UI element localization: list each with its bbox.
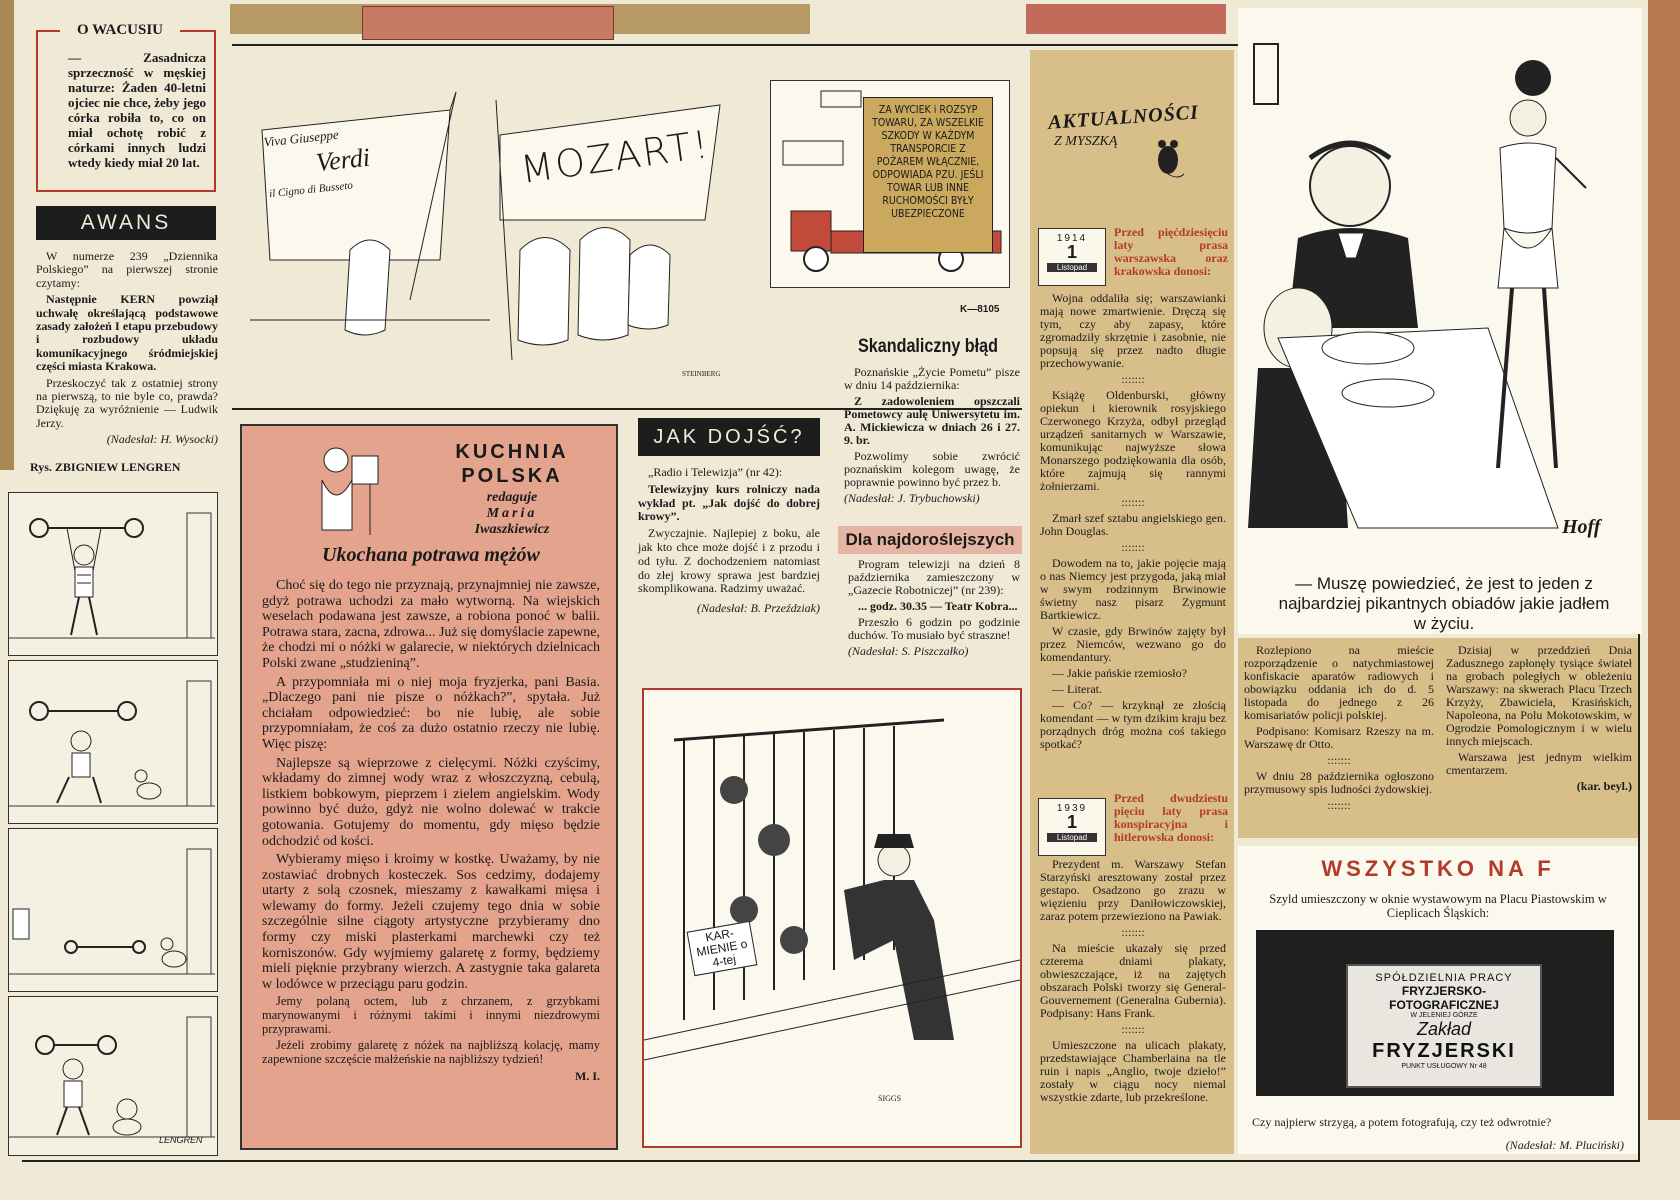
lengren-panel-2 <box>8 660 218 824</box>
date1-year: 1914 <box>1056 233 1088 244</box>
aktualnosci-c1: Rozlepiono na mieście rozporządzenie o natychmiastowej konfiskacie aparatów radiowych i obowiązku oddania ich do d. 5 listopada do jednego z 26 komisariatów policji polskiej. <box>1244 643 1434 722</box>
shop-sign-line5: FRYZJERSKI <box>1372 1040 1516 1062</box>
jak-dojsc-title: JAK DOJŚĆ? <box>638 418 820 456</box>
aktualnosci-b2: Na mieście ukazały się przed czterema dniami plakaty, obwieszczające, iż na zajętych obszarach Polski tworzy się General-Gouvernement (Generalna Gubernia). Podpisany: Hans Frank. <box>1040 941 1226 1020</box>
zoo-sign: KAR-MIENIE o 4-tej <box>687 921 758 976</box>
kuchnia-editor1: redaguje <box>486 490 538 505</box>
najdoroslejszych-p1: Program telewizji na dzień 8 października zamieszczony w „Gazecie Robotniczej” (nr 239): <box>848 557 1020 597</box>
aktualnosci-credit: (kar. beyl.) <box>1576 779 1632 793</box>
jak-dojsc-credit: (Nadesłał: B. Przeździak) <box>697 601 820 616</box>
kuchnia-p6: Jeżeli zrobimy galaretę z nóżek na najbliższą kolację, mamy zapewnione szczęście małżeńskie na najbliższy tydzień! <box>262 1038 600 1066</box>
verdi-line2: Verdi <box>314 142 372 178</box>
aktualnosci-sep1: ::::::: <box>1121 372 1145 386</box>
najdoroslejszych-body <box>848 558 1020 661</box>
wszystko-title: WSZYSTKO NA F <box>1321 856 1555 881</box>
aktualnosci-a5: W czasie, gdy Brwinów zajęty był przez Niemców, wezwano go do komendantury. <box>1040 624 1226 664</box>
dinner-drawing <box>1238 8 1642 548</box>
date1-day: 1 <box>1066 242 1077 262</box>
weightlifter-drawing-3 <box>9 829 215 989</box>
aktualnosci-column <box>1030 50 1234 1154</box>
kuchnia-p2: A przypomniała mi o niej moja fryzjerka, pani Basia. „Dlaczego pani nie pisze o nóżkach?”, spytała. Już chciałam odpowiedzieć: bo nie lubię, ale sobie przypomniałam, że coś za dużo ostatnio rzeczy nie lubię. Więc piszę: <box>262 674 600 752</box>
weightlifter-drawing-1 <box>9 493 215 653</box>
aktualnosci-d2: Warszawa jest jednym wielkim cmentarzem. <box>1446 750 1632 777</box>
top-red-strip <box>1026 4 1226 34</box>
lengren-panel-3 <box>8 828 218 992</box>
wszystko-comment: Czy najpierw strzygą, a potem fotografują, czy też odwrotnie? <box>1252 1115 1552 1129</box>
aktualnosci-d1: Dzisiaj w przeddzień Dnia Zadusznego zapłonęły tysiące świateł na grobach poległych w obleżeniu Warszawy: na skwerach Placu Trzech Krzyży, Zbawiciela, Krasińskich, Napoleona, na Polu Mokotowskim, w Ogrodzie Pomologicznym i w wielu innych miejscach. <box>1446 643 1632 748</box>
aktualnosci-b1: Prezydent m. Warszawy Stefan Starzyński aresztowany został przez gestapo. Osadzono go zrazu w więzieniu przy Daniłowiczowskiej, zaraz potem przewieziono na Pawiak. <box>1040 857 1226 923</box>
lengren-signature: LENGREN <box>159 1135 203 1145</box>
aktualnosci-sep5: ::::::: <box>1121 1022 1145 1036</box>
aktualnosci-title1: AKTUALNOŚCI <box>1047 101 1200 134</box>
aktualnosci-title2: Z MYSZKĄ <box>1054 134 1118 149</box>
kuchnia-p5: Jemy polaną octem, lub z chrzanem, z grzybkami marynowanymi i różnymi takimi i innymi niezdrowymi przyprawami. <box>262 994 600 1036</box>
aktualnosci-a3: Zmarł szef sztabu angielskiego gen. John Douglas. <box>1040 511 1226 538</box>
najdoroslejszych-p2: ... godz. 30.35 — Teatr Kobra... <box>858 599 1018 613</box>
jak-dojsc-p3: Zwyczajnie. Najlepiej z boku, ale jak kto chce może dojść i z przodu i od tyłu. Z dochodzeniem natomiast do złej krowy sprawa jest bardziej skomplikowana. Radzimy uważać. <box>638 526 820 596</box>
aktualnosci-a4: Dowodem na to, jakie pojęcie mają o nas Niemcy jest przygoda, jaką miał w swym rodzinnym Brwinowie świetny nasz pisarz Zygmunt Bartkiewicz. <box>1040 556 1226 622</box>
kuchnia-box <box>240 424 618 1150</box>
jak-dojsc-body <box>638 466 820 619</box>
zoo-cage-drawing <box>644 690 1020 1146</box>
skandaliczny-credit: (Nadesłał: J. Trybuchowski) <box>844 491 980 505</box>
aktualnosci-c3: W dniu 28 października ogłoszono przymusowy spis ludności żydowskiej. <box>1244 769 1434 796</box>
skandaliczny-title: Skandaliczny błąd <box>857 336 999 357</box>
shop-sign-line2: FRYZJERSKO-FOTOGRAFICZNEJ <box>1389 984 1499 1012</box>
wacusiu-box <box>36 30 216 192</box>
awans-title: AWANS <box>36 206 216 240</box>
kuchnia-title2: POLSKA <box>461 465 563 487</box>
kuchnia-editor3: Iwaszkiewicz <box>474 522 550 537</box>
jak-dojsc-p1: „Radio i Telewizja” (nr 42): <box>648 465 783 479</box>
shop-sign-line3: W JELENIEJ GÓRZE <box>1410 1012 1478 1019</box>
awans-p2: Następnie KERN powziął uchwałę określającą podstawowe zasady założeń I etapu przebudowy i rozbudowy układu komunikacyjnego śródmiejskiej części miasta Krakowa. <box>36 292 218 374</box>
najdoroslejszych-p3: Przeszło 6 godzin po godzinie duchów. To musiało być straszne! <box>848 615 1020 642</box>
steinberg-signature: STEINBERG <box>682 370 721 378</box>
weightlifter-drawing-2 <box>9 661 215 821</box>
date2-year: 1939 <box>1056 803 1088 814</box>
wszystko-intro: Szyld umieszczony w oknie wystawowym na Placu Piastowskim w Cieplicach Śląskich: <box>1269 892 1607 920</box>
pzu-cartoon <box>770 80 1010 288</box>
kuchnia-editor2: Maria <box>486 506 538 521</box>
pzu-code: K—8105 <box>960 304 1000 315</box>
cooks-illustration <box>312 440 392 540</box>
aktualnosci-sep3: ::::::: <box>1121 540 1145 554</box>
najdoroslejszych-credit: (Nadesłał: S. Piszczałko) <box>848 644 969 658</box>
aktualnosci-a6: — Jakie pańskie rzemiosło? <box>1052 666 1187 680</box>
wacusiu-title: O WACUSIU <box>60 22 180 39</box>
kuchnia-editor <box>422 490 602 538</box>
awans-p3: Przeskoczyć tak z ostatniej strony na pierwszą, to nie byle co, prawda? Dziękuję za wyróżnienie — Ludwik Jerzy. <box>36 375 218 430</box>
date1-month: Listopad <box>1047 263 1097 272</box>
aktualnosci-a7: — Literat. <box>1052 682 1102 696</box>
shop-sign-line4: Zakład <box>1416 1019 1472 1039</box>
aktualnosci-continuation <box>1238 638 1638 838</box>
awans-p1: W numerze 239 „Dziennika Polskiego” na pierwszej stronie czytamy: <box>36 249 218 290</box>
aktualnosci-d-col <box>1446 644 1632 796</box>
kuchnia-p3: Najlepsze są wieprzowe z cielęcymi. Nóżki czyścimy, wkładamy do zimnej wody wraz z włoszczyzną, cebulą, listkiem bobkowym, pieprzem i zielem angielskim. Wody powinno być dużo, gdyż nie wolno dolewać w trakcie gotowania. Gotujemy do momentu, gdy mięso będzie odchodzić od kości. <box>262 755 600 849</box>
wszystko-credit: (Nadesłał: M. Pluciński) <box>1505 1138 1624 1152</box>
aktualnosci-a1: Wojna oddaliła się; warszawianki mają nowe zmartwienie. Dręczą się tym, czy aby zapasy, które zgromadziły skrzętnie i zasobnie, nie popsują się przez nadto długie przechowywanie. <box>1040 291 1226 370</box>
weightlifter-drawing-4 <box>9 997 215 1153</box>
skandaliczny-p3: Pozwolimy sobie zwrócić poznańskim kolegom uwagę, że poprawnie powinno być przez b. <box>844 449 1020 489</box>
lengren-panel-4 <box>8 996 218 1156</box>
lengren-credit: Rys. ZBIGNIEW LENGREN <box>30 460 181 474</box>
zoo-cartoon <box>642 688 1022 1148</box>
aktualnosci-c2: Podpisano: Komisarz Rzeszy na m. Warszawę dr Otto. <box>1244 724 1434 751</box>
wszystko-box <box>1238 846 1638 1154</box>
awans-credit: (Nadesłał: H. Wysocki) <box>106 432 218 447</box>
aktualnosci-c-col <box>1244 644 1434 815</box>
mouse-icon <box>1148 134 1188 182</box>
aktualnosci-sep4: ::::::: <box>1121 925 1145 939</box>
aktualnosci-intro2: Przed dwudziestu pięciu laty prasa konspiracyjna i hitlerowska donosi: <box>1114 791 1228 844</box>
jak-dojsc-p2: Telewizyjny kurs rolniczy nada wykład pt. „Jak dojść do dobrej krowy”. <box>638 481 820 524</box>
aktualnosci-a8: — Co? — krzyknął ze złością komendant — w tym dzikim kraju bez porządnych dróg można coś takiego spotkać? <box>1040 698 1226 751</box>
shop-window-photo <box>1256 930 1614 1096</box>
kuchnia-headline: Ukochana potrawa mężów <box>322 544 540 566</box>
bottom-rule <box>22 1160 1640 1162</box>
awans-body <box>36 250 218 450</box>
lengren-panel-1 <box>8 492 218 656</box>
shop-sign-line1: SPÓŁDZIELNIA PRACY <box>1375 972 1513 984</box>
right-edge-strip <box>1648 0 1680 1120</box>
shop-sign-line6: PUNKT USŁUGOWY Nr 48 <box>1401 1063 1487 1070</box>
date2-month: Listopad <box>1047 833 1097 842</box>
pzu-crate-text: ZA WYCIEK i ROZSYP TOWARU, ZA WSZELKIE SZKODY W KAŻDYM TRANSPORCIE Z POŻAREM WŁĄCZNIE, ODPOWIADA PZU. JEŚLI TOWAR LUB INNE RUCHOMOŚCI BYŁY UBEZPIECZONE <box>863 97 993 253</box>
kuchnia-title1: KUCHNIA <box>455 441 569 463</box>
kuchnia-title <box>422 440 602 488</box>
aktualnosci-1939-body <box>1040 858 1226 1107</box>
shop-sign <box>1346 964 1542 1088</box>
aktualnosci-b3: Umieszczone na ulicach plakaty, przedstawiające Chamberlaina na tle ruin i napis „Anglio, twoje dzieło!” zostały w ciągu nocy niemal wszystkie zdarte, lub przekreślone. <box>1040 1038 1226 1104</box>
skandaliczny-p2: Z zadowoleniem opszczali Pometowcy aulę Uniwersytetu im. A. Mickiewicza w dniach 26 i 27. 9. br. <box>844 394 1020 447</box>
aktualnosci-sep7: ::::::: <box>1327 798 1351 812</box>
aktualnosci-1914-body <box>1040 292 1226 754</box>
left-edge-strip <box>0 0 14 470</box>
kuchnia-body <box>262 578 600 1088</box>
kuchnia-p4: Wybieramy mięso i kroimy w kostkę. Uważamy, by nie zostawiać drobnych kosteczek. Sos cedzimy, dodajemy utarty z solą czosnek, mieszamy z kawałkami mięsa i wlewamy do formy. Jeżeli czujemy tego dnia w sobie szczególnie silne ciągoty artystyczne przybieramy dno formy czy miski plasterkami marchewki czy też korniszonów. Gdy wyjmiemy galaretę z formy, będziemy mieli pięknie przybrany wierzch. A zastygnie taka galareta w lodówce w przeciągu paru godzin. <box>262 852 600 992</box>
wacusiu-text: — Zasadnicza sprzeczność w męskiej naturze: Żaden 40-letni ojciec nie chce, żeby jego córka robiła to, co on miał ochotę robić z córkami innych ludzi wtedy kiedy miał 20 lat. <box>68 50 206 170</box>
skandaliczny-body <box>844 366 1020 508</box>
najdoroslejszych-title: Dla najdoroślejszych <box>838 526 1022 554</box>
date-box-1914 <box>1038 228 1106 286</box>
aktualnosci-intro1: Przed pięćdziesięciu laty prasa warszawska oraz krakowska donosi: <box>1114 225 1228 278</box>
hoff-signature: Hoff <box>1562 516 1601 538</box>
kuchnia-p1: Choć się do tego nie przyznają, przynajmniej nie zawsze, gdyż potrawa uchodzi za mało wytworną. Na wiejskich weselach podawana jest zawsze, a robiona ponoć w balii. Potrawa stara, zacna, zdrowa... Już się domyślacie zapewne, że chodzi mi o nóżki w galarecie, w niektórych dzielnicach Polski zwane „studzieniną”. <box>262 578 600 671</box>
mozart-banner: MOZART! <box>517 121 713 193</box>
kuchnia-sign: M. I. <box>575 1069 600 1084</box>
aktualnosci-sep6: ::::::: <box>1327 753 1351 767</box>
date-box-1939 <box>1038 798 1106 856</box>
hoff-caption: — Muszę powiedzieć, że jest to jeden z najbardziej pikantnych obiadów jakie jadłem w życiu. <box>1278 574 1610 633</box>
verdi-line1: Viva Giuseppe <box>262 126 340 150</box>
aktualnosci-sep2: ::::::: <box>1121 495 1145 509</box>
verdi-line3: il Cigno di Busseto <box>268 179 354 201</box>
masthead-fragment <box>362 6 614 40</box>
date2-day: 1 <box>1066 812 1077 832</box>
hoff-cartoon <box>1238 8 1642 634</box>
zoo-signature: SIGGS <box>878 1094 902 1103</box>
skandaliczny-p1: Poznańskie „Życie Pometu” pisze w dniu 14 października: <box>844 365 1020 392</box>
aktualnosci-a2: Książę Oldenburski, główny opiekun i kierownik rosyjskiego Czerwonego Krzyża, odbył przegląd urządzeń sanitarnych w Warszawie, komunikując najwyższe słowa Monarszego podziękowania dla osób, które zajmują się rannymi żołnierzami. <box>1040 388 1226 493</box>
steinberg-cartoon <box>250 80 750 390</box>
